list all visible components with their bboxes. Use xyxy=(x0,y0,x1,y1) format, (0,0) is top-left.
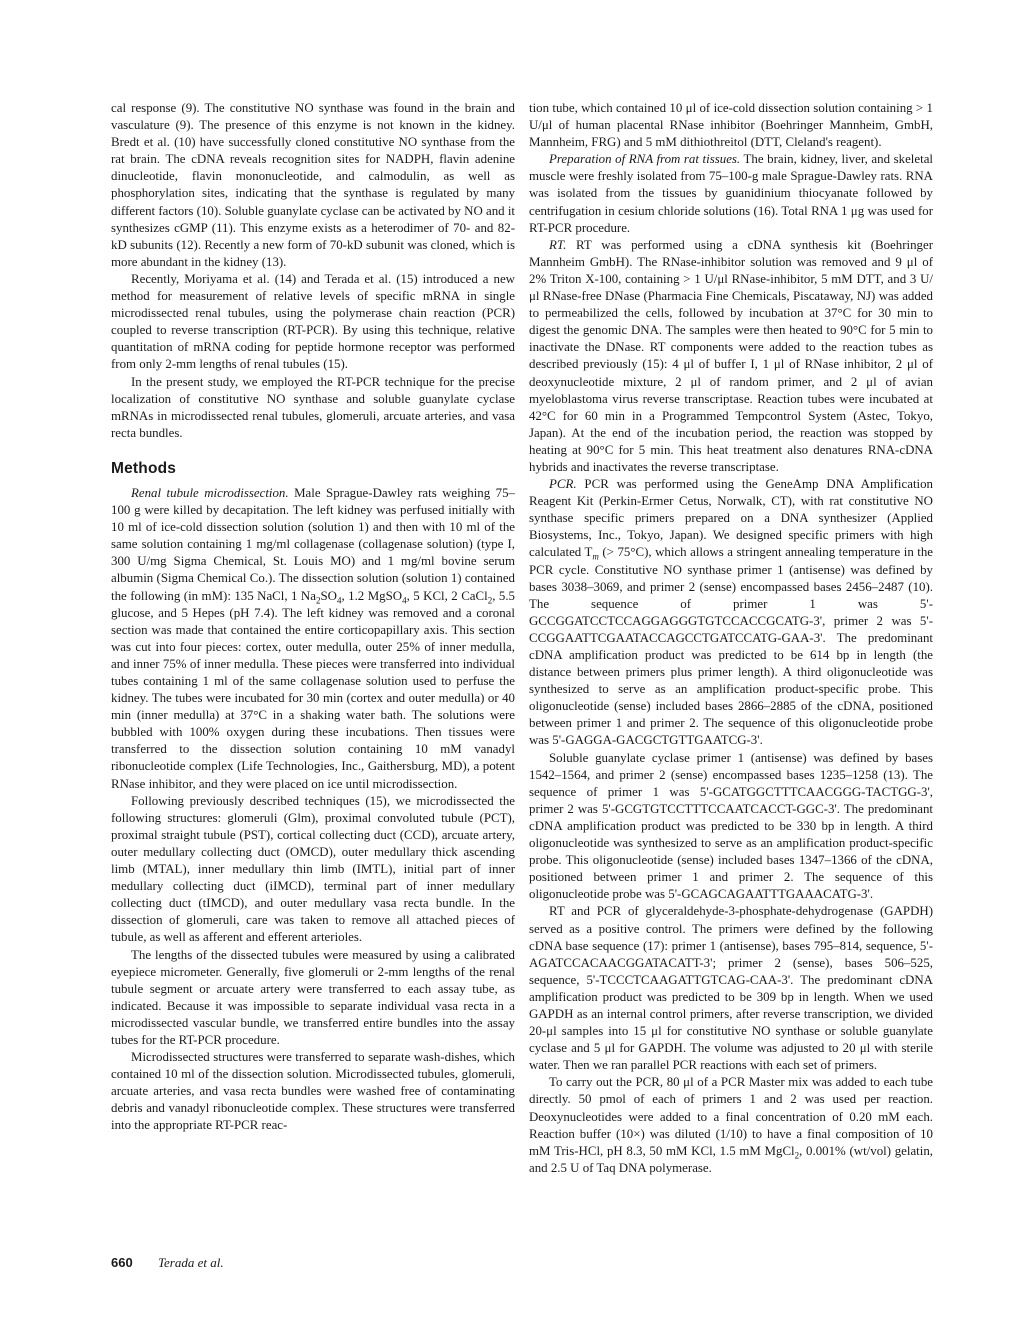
left-column xyxy=(111,100,515,1135)
paragraph: Soluble guanylate cyclase primer 1 (antisense) was defined by bases 1542–1564, and primer 2 (sense) encompassed bases 1235–1258 (13). The sequence of primer 1 was 5'-GCATGGCTTTCAACGGG-TACTGG-3', primer 2 was 5'-GCGTGTCCTTTCCAATCACCT-GGC-3'. The predominant cDNA amplification product was predicted to be 330 bp in length. A third oligonucleotide was synthesized to serve as an amplification product-specific probe. This oligonucleotide (sense) included bases 1347–1366 of the cDNA, positioned between primer 1 and primer 2. The sequence of this oligonucleotide probe was 5'-GCAGCAGAATTTGAAACATG-3'. xyxy=(529,750,933,902)
subscript: 2 xyxy=(315,595,321,606)
paragraph-renal-tubule-microdissection xyxy=(111,485,515,793)
text-run: Male Sprague-Dawley rats weighing 75–100 g were killed by decapitation. The left kidney was perfused initially with 10 ml of ice-cold dissection solution (solution 1) and then with 10 ml of the same solution containing 1 mg/ml collagenase (collagenase solution) (type I, 300 U/mg Sigma Chemical, St. Louis MO) and 1 mg/ml bovine serum albumin (Sigma Chemical Co.). The dissection solution (solution 1) contained the following (in mM): 135 NaCl, 1 Na xyxy=(111,485,515,603)
paragraph: RT and PCR of glyceraldehyde-3-phosphate-dehydrogenase (GAPDH) served as a positive control. The primers were defined by the following cDNA base sequence (17): primer 1 (antisense), bases 795–814, sequence, 5'-AGATCCACAACGGATACATT-3'; primer 2 (sense), bases 506–525, sequence, 5'-TCCCTCAAGATTGTCAG-CAA-3'. The predominant cDNA amplification product was predicted to be 309 bp in length. When we used GAPDH as an internal control primers, after reverse transcription, we divided 20-μl samples into 15 μl for constitutive NO synthase or soluble guanylate cyclase and 5 μl for GAPDH. The volume was adjusted to 20 μl with sterile water. Then we ran parallel PCR reactions with each set of primers. xyxy=(529,904,933,1073)
paragraph: In the present study, we employed the RT-PCR technique for the precise localization of constitutive NO synthase and soluble guanylate cyclase mRNAs in microdissected renal tubules, glomeruli, arcuate arteries, and vasa recta bundles. xyxy=(111,374,515,440)
paragraph: Recently, Moriyama et al. (14) and Terada et al. (15) introduced a new method for measurement of relative levels of specific mRNA in single microdissected renal tubules, using the polymerase chain reaction (PCR) coupled to reverse transcription (RT-PCR). By using this technique, relative quantitation of mRNA coding for peptide hormone receptor was performed from only 2-mm lengths of renal tubules (15). xyxy=(111,271,515,372)
paragraph xyxy=(529,1074,933,1177)
text-run: , 5.5 glucose, and 5 Hepes (pH 7.4). The left kidney was removed and a coronal section was made that contained the entire corticopapillary axis. This section was cut into four pieces: cortex, outer medulla, outer 25% of inner medulla, and inner 75% of inner medulla. These pieces were transferred into individual tubes containing 1 ml of the same collagenase solution used to perfuse the kidney. The tubes were incubated for 30 min (cortex and outer medulla) or 40 min (inner medulla) at 37°C in a shaking water bath. The solutions were bubbled with 100% oxygen during these incubations. Then tissues were transferred to the dissection solution containing 10 mM vanadyl ribonucleotide complex (Life Technologies, Inc., Gaithersburg, MD), a potent RNase inhibitor, and they were placed on ice until microdissection. xyxy=(111,588,515,791)
paragraph-lead: RT. xyxy=(549,237,567,252)
subscript: 4 xyxy=(402,595,407,606)
paragraph: Microdissected structures were transferred to separate wash-dishes, which contained 10 ml of the dissection solution. Microdissected tubules, glomeruli, arcuate arteries, and vasa recta bundles were washed free of contaminating debris and vanadyl ribonucleotide complex. These structures were transferred into the appropriate RT-PCR reac- xyxy=(111,1050,515,1133)
subscript: m xyxy=(592,552,599,563)
paragraph: Following previously described techniques (15), we microdissected the following structures: glomeruli (Glm), proximal convoluted tubule (PCT), proximal straight tubule (PST), cortical collecting duct (CCD), arcuate artery, outer medullary collecting duct (OMCD), outer medullary thick ascending limb (MTAL), inner medullary thin limb (IMTL), initial part of inner medullary collecting duct (iIMCD), terminal part of inner medullary collecting duct (tIMCD), and outer medullary vasa recta bundle. In the dissection of glomeruli, care was taken to remove all attached pieces of tubule, as well as afferent and efferent arterioles. xyxy=(111,793,515,945)
subscript: 4 xyxy=(336,595,342,606)
paragraph-pcr xyxy=(529,476,933,750)
text-run: RT was performed using a cDNA synthesis kit (Boehringer Mannheim GmbH). The RNase-inhibitor solution was removed and 9 μl of 2% Triton X-100, containing > 1 U/μl RNase-inhibitor, 5 mM DTT, and 3 U/μl RNase-free DNase (Pharmacia Fine Chemicals, Piscataway, NJ) was added to permeabilized the cells, followed by incubation at 37°C for 30 min to digest the genomic DNA. The samples were then heated to 90°C for 5 min to inactivate the DNase. RT components were added to the reaction tubes as described previously (15): 4 μl of buffer I, 1 μl of RNase inhibitor, 2 μl of deoxynucleotide mixture, 2 μl of random primer, and 2 μl of avian myeloblastoma virus reverse transcriptase. Reaction tubes were incubated at 42°C for 60 min in a Programmed Tempcontrol System (Astec, Tokyo, Japan). At the end of the incubation period, the reaction was stopped by heating at 90°C for 5 min. This heat treatment also denatures RNA-cDNA hybrids and inactivates the reverse transcriptase. xyxy=(529,237,933,474)
text-run: SO xyxy=(320,588,337,603)
page-footer xyxy=(111,1255,224,1271)
paragraph: tion tube, which contained 10 μl of ice-cold dissection solution containing > 1 U/μl of human placental RNase inhibitor (Boehringer Mannheim, GmbH, Mannheim, FRG) and 5 mM dithiothreitol (DTT, Cleland's reagent). xyxy=(529,101,933,150)
text-run: PCR was performed using the GeneAmp DNA Amplification Reagent Kit (Perkin-Ermer Cetus, Norwalk, CT), with rat constitutive NO synthase specific primers prepared on a DNA synthesizer (Applied Biosystems, Inc., Tokyo, Japan). We designed specific primers with high calculated T xyxy=(529,477,933,560)
page-number: 660 xyxy=(111,1255,133,1270)
text-run: , 1.2 MgSO xyxy=(341,588,403,603)
paragraph-lead: PCR. xyxy=(549,477,577,492)
section-heading-methods: Methods xyxy=(111,459,177,477)
text-run: The brain, kidney, liver, and skeletal muscle were freshly isolated from 75–100-g male Sprague-Dawley rats. RNA was isolated from the tissues by guanidinium thiocyanate followed by centrifugation in cesium chloride solutions (16). Total RNA 1 μg was used for RT-PCR procedure. xyxy=(529,152,933,235)
subscript: 2 xyxy=(794,1150,800,1161)
paragraph: The lengths of the dissected tubules were measured by using a calibrated eyepiece micrometer. Generally, five glomeruli or 2-mm lengths of the renal tubule segment or arcuate artery were transferred to each assay tube, as indicated. Because it was impossible to separate individual vasa recta in a microdissected vascular bundle, we transferred entire bundles into the assay tubes for the RT-PCR procedure. xyxy=(111,947,515,1047)
running-author: Terada et al. xyxy=(157,1255,224,1270)
text-run: (> 75°C), which allows a stringent annealing temperature in the PCR cycle. Constitutive NO synthase primer 1 (antisense) was defined by bases 3038–3069, and primer 2 (sense) encompassed bases 2456–2487 (10). The sequence of primer 1 was 5'-GCCGGATCCTCCAGGAGGGTGTCCACCGCATG-3', primer 2 was 5'-CCGGAATTCGAATACCAGCCTGATCCATG-GAA-3'. The predominant cDNA amplification product was predicted to be 614 bp in length (the distance between primers plus primer length). A third oligonucleotide was synthesized to serve as an amplification product-specific probe. This oligonucleotide (sense) included bases 2866–2885 of the cDNA, positioned between primer 1 and primer 2. The sequence of this oligonucleotide probe was 5'-GAGGA-GACGCTGTTGAATCG-3'. xyxy=(529,545,934,748)
paragraph: cal response (9). The constitutive NO synthase was found in the brain and vasculature (9). The presence of this enzyme is not known in the kidney. Bredt et al. (10) have successfully cloned constitutive NO synthase from the rat brain. The cDNA reveals recognition sites for NADPH, flavin adenine dinucleotide, flavin mononucleotide, and calmodulin, as well as phosphorylation sites, indicating that the synthase is regulated by many different factors (10). Soluble guanylate cyclase can be activated by NO and it synthesizes cGMP (11). This enzyme exists as a heterodimer of 70- and 82-kD subunits (12). Recently a new form of 70-kD subunit was cloned, which is more abundant in the kidney (13). xyxy=(111,101,515,269)
paragraph-rna-preparation xyxy=(529,151,933,236)
paragraph-rt xyxy=(529,237,933,476)
text-run: , 5 KCl, 2 CaCl xyxy=(406,588,488,603)
subscript: 2 xyxy=(487,595,493,606)
text-run: , 0.001% (wt/vol) gelatin, and 2.5 U of Taq DNA polymerase. xyxy=(529,1143,933,1175)
paragraph-lead: Preparation of RNA from rat tissues. xyxy=(549,152,741,167)
paragraph-lead: Renal tubule microdissection. xyxy=(131,485,289,500)
text-run: To carry out the PCR, 80 μl of a PCR Master mix was added to each tube directly. 50 pmol of each of primers 1 and 2 was used per reaction. Deoxynucleotides were added to a final concentration of 0.20 mM each. Reaction buffer (10×) was diluted (1/10) to have a final composition of 10 mM Tris-HCl, pH 8.3, 50 mM KCl, 1.5 mM MgCl xyxy=(529,1075,933,1158)
right-column xyxy=(529,100,933,1177)
